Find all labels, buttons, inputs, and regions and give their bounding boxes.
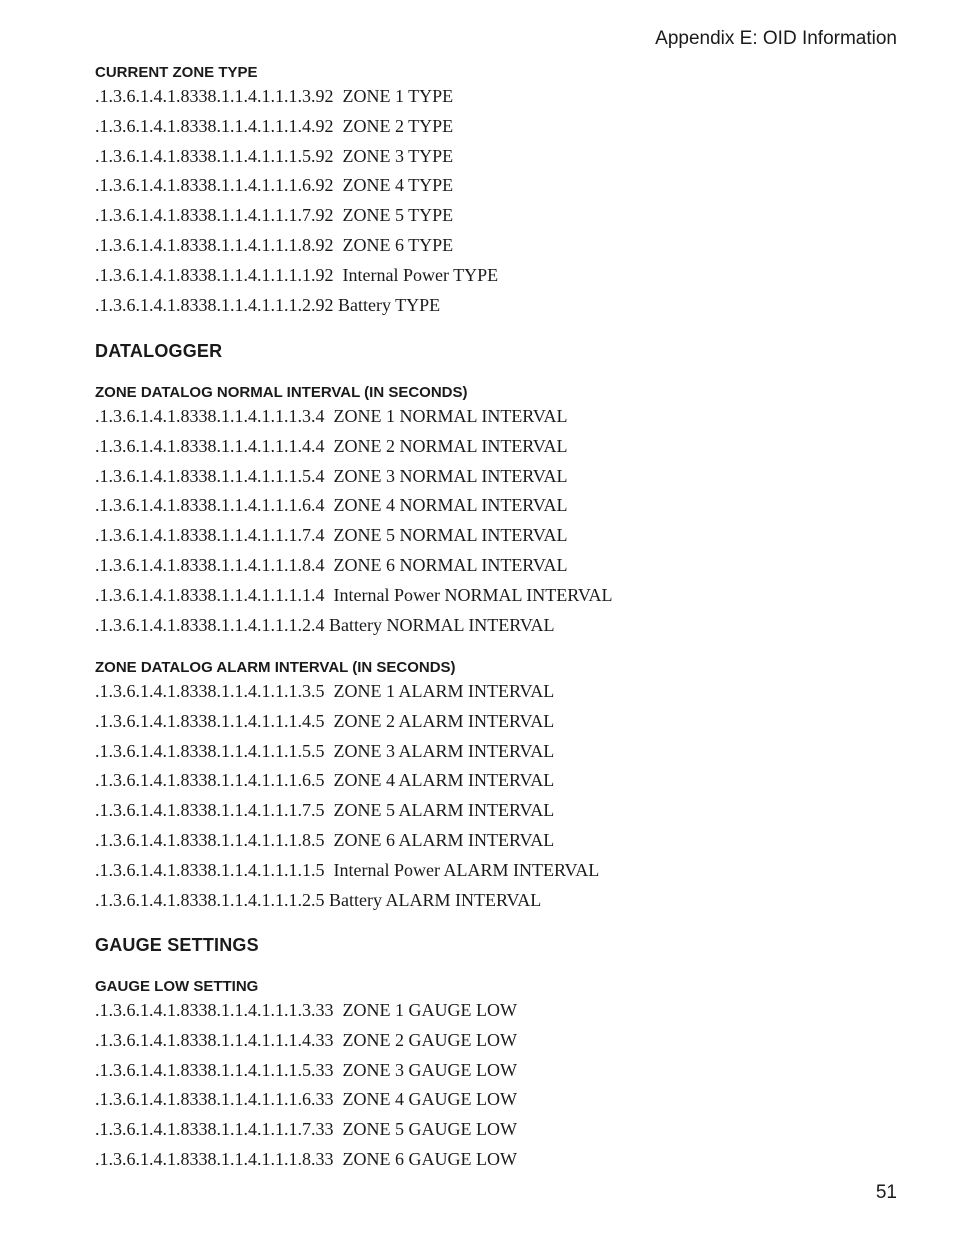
oid-item: .1.3.6.1.4.1.8338.1.1.4.1.1.1.5.5 ZONE 3 ALARM INTERVAL bbox=[95, 740, 555, 761]
oid-item: .1.3.6.1.4.1.8338.1.1.4.1.1.1.7.33 ZONE 5 GAUGE LOW bbox=[95, 1119, 517, 1140]
oid-item: .1.3.6.1.4.1.8338.1.1.4.1.1.1.6.92 ZONE 4 TYPE bbox=[95, 175, 454, 196]
oid-item: .1.3.6.1.4.1.8338.1.1.4.1.1.1.1.92 Internal Power TYPE bbox=[95, 264, 499, 285]
oid-item: .1.3.6.1.4.1.8338.1.1.4.1.1.1.8.33 ZONE 6 GAUGE LOW bbox=[95, 1148, 517, 1169]
oid-item: .1.3.6.1.4.1.8338.1.1.4.1.1.1.4.92 ZONE 2 TYPE bbox=[95, 115, 454, 136]
oid-item: .1.3.6.1.4.1.8338.1.1.4.1.1.1.3.33 ZONE 1 GAUGE LOW bbox=[95, 1000, 517, 1020]
oid-item: .1.3.6.1.4.1.8338.1.1.4.1.1.1.8.5 ZONE 6 ALARM INTERVAL bbox=[95, 829, 555, 850]
oid-item: .1.3.6.1.4.1.8338.1.1.4.1.1.1.4.33 ZONE 2 GAUGE LOW bbox=[95, 1029, 517, 1050]
oid-item: .1.3.6.1.4.1.8338.1.1.4.1.1.1.2.92 Battery TYPE bbox=[95, 294, 441, 315]
oid-item: .1.3.6.1.4.1.8338.1.1.4.1.1.1.5.33 ZONE 3 GAUGE LOW bbox=[95, 1059, 517, 1080]
gauge-low-heading: GAUGE LOW SETTING bbox=[95, 978, 259, 995]
oid-item: .1.3.6.1.4.1.8338.1.1.4.1.1.1.7.4 ZONE 5 NORMAL INTERVAL bbox=[95, 525, 568, 546]
oid-item: .1.3.6.1.4.1.8338.1.1.4.1.1.1.8.92 ZONE 6 TYPE bbox=[95, 234, 454, 255]
oid-item: .1.3.6.1.4.1.8338.1.1.4.1.1.1.6.4 ZONE 4 NORMAL INTERVAL bbox=[95, 495, 568, 516]
current-zone-type-heading: CURRENT ZONE TYPE bbox=[95, 64, 258, 81]
oid-item: .1.3.6.1.4.1.8338.1.1.4.1.1.1.7.92 ZONE 5 TYPE bbox=[95, 205, 454, 226]
current-zone-type-list bbox=[95, 84, 498, 322]
oid-item: .1.3.6.1.4.1.8338.1.1.4.1.1.1.8.4 ZONE 6 NORMAL INTERVAL bbox=[95, 554, 568, 575]
oid-item: .1.3.6.1.4.1.8338.1.1.4.1.1.1.4.4 ZONE 2 NORMAL INTERVAL bbox=[95, 435, 568, 456]
oid-item: .1.3.6.1.4.1.8338.1.1.4.1.1.1.3.5 ZONE 1 ALARM INTERVAL bbox=[95, 681, 555, 701]
alarm-interval-heading: ZONE DATALOG ALARM INTERVAL (IN SECONDS) bbox=[95, 659, 456, 676]
oid-item: .1.3.6.1.4.1.8338.1.1.4.1.1.1.6.5 ZONE 4 ALARM INTERVAL bbox=[95, 770, 555, 791]
oid-item: .1.3.6.1.4.1.8338.1.1.4.1.1.1.6.33 ZONE 4 GAUGE LOW bbox=[95, 1089, 517, 1110]
oid-item: .1.3.6.1.4.1.8338.1.1.4.1.1.1.1.4 Internal Power NORMAL INTERVAL bbox=[95, 584, 613, 605]
gauge-low-list bbox=[95, 998, 517, 1177]
page-header: Appendix E: OID Information bbox=[655, 28, 897, 49]
oid-item: .1.3.6.1.4.1.8338.1.1.4.1.1.1.7.5 ZONE 5 ALARM INTERVAL bbox=[95, 800, 555, 821]
oid-item: .1.3.6.1.4.1.8338.1.1.4.1.1.1.5.92 ZONE 3 TYPE bbox=[95, 145, 454, 166]
oid-item: .1.3.6.1.4.1.8338.1.1.4.1.1.1.3.4 ZONE 1 NORMAL INTERVAL bbox=[95, 406, 568, 426]
oid-item: .1.3.6.1.4.1.8338.1.1.4.1.1.1.5.4 ZONE 3 NORMAL INTERVAL bbox=[95, 465, 568, 486]
page-number: 51 bbox=[875, 1182, 897, 1203]
normal-interval-list bbox=[95, 404, 613, 642]
datalogger-heading: DATALOGGER bbox=[95, 341, 223, 361]
oid-item: .1.3.6.1.4.1.8338.1.1.4.1.1.1.1.5 Internal Power ALARM INTERVAL bbox=[95, 859, 600, 880]
gauge-settings-heading: GAUGE SETTINGS bbox=[95, 935, 259, 955]
oid-item: .1.3.6.1.4.1.8338.1.1.4.1.1.1.2.4 Battery NORMAL INTERVAL bbox=[95, 614, 555, 635]
alarm-interval-list bbox=[95, 679, 599, 917]
oid-item: .1.3.6.1.4.1.8338.1.1.4.1.1.1.2.5 Battery ALARM INTERVAL bbox=[95, 889, 542, 910]
oid-item: .1.3.6.1.4.1.8338.1.1.4.1.1.1.4.5 ZONE 2 ALARM INTERVAL bbox=[95, 710, 555, 731]
oid-item: .1.3.6.1.4.1.8338.1.1.4.1.1.1.3.92 ZONE 1 TYPE bbox=[95, 86, 454, 106]
normal-interval-heading: ZONE DATALOG NORMAL INTERVAL (IN SECONDS) bbox=[95, 384, 468, 401]
